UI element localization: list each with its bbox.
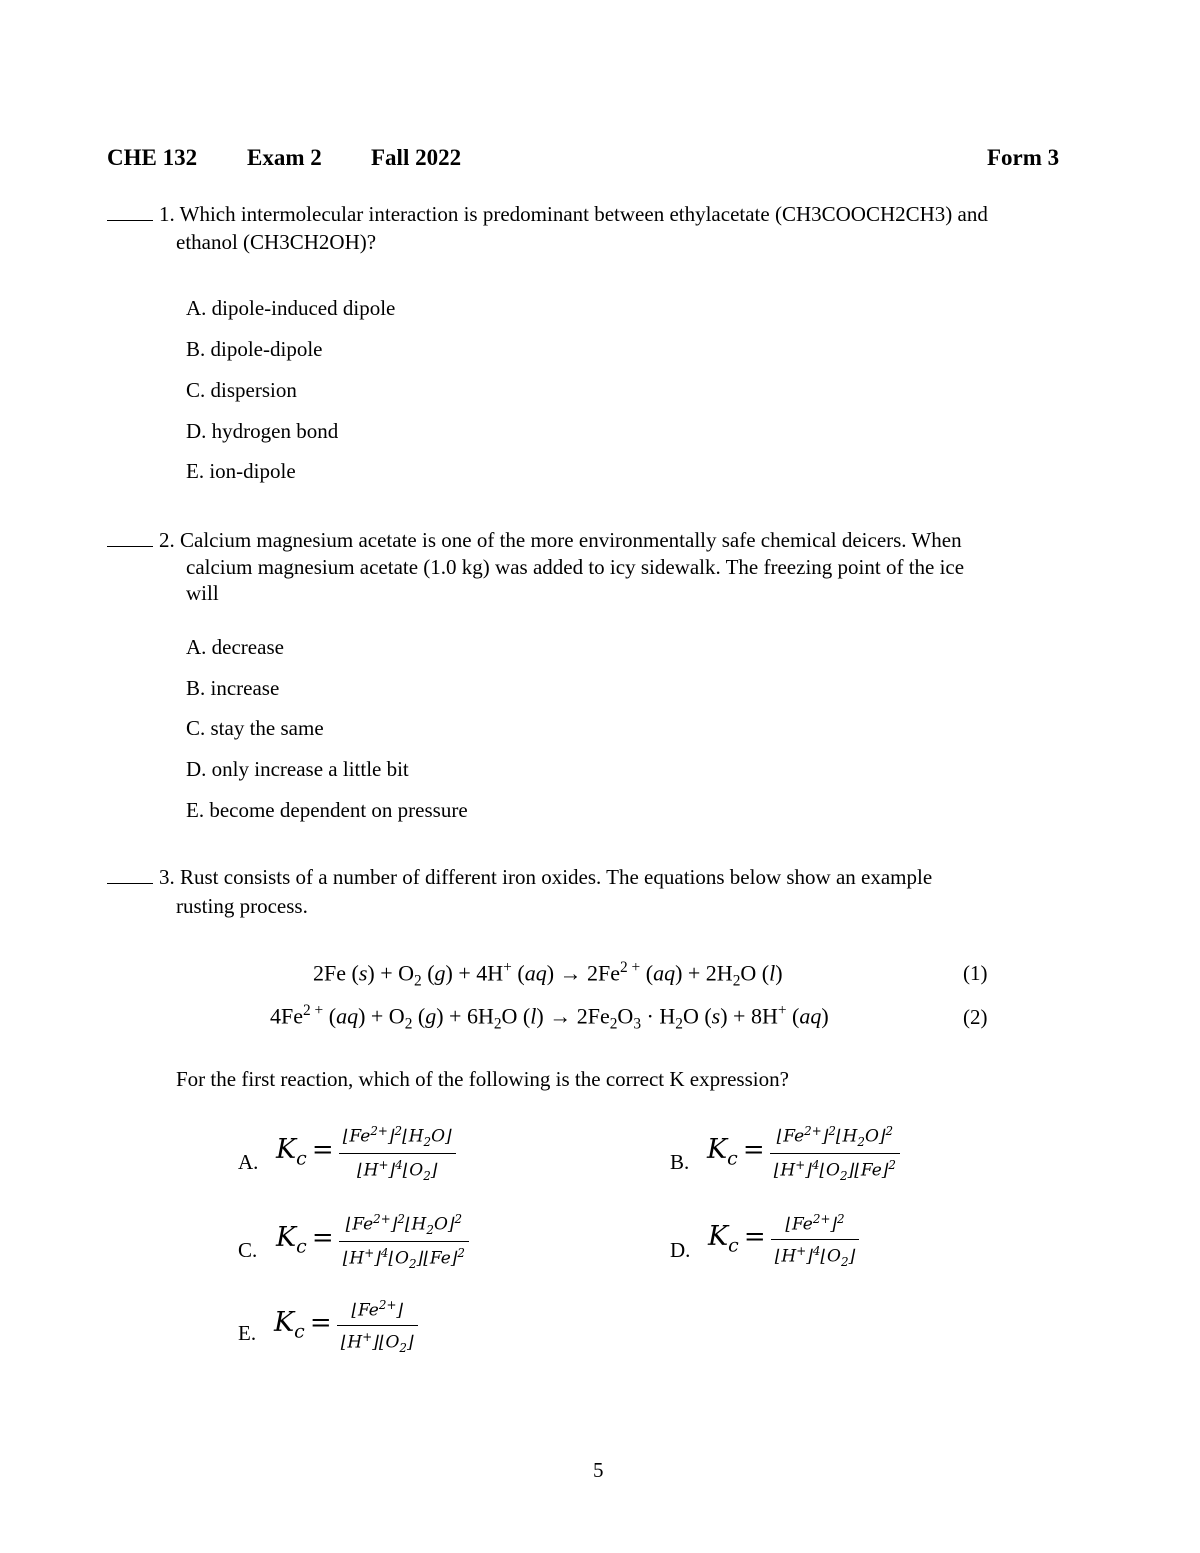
question-2-text-cont-1: calcium magnesium acetate (1.0 kg) was added to icy sidewalk. The freezing point of the ice (186, 555, 965, 579)
kc-option-d: $K_c$ = $\frac{⌊Fe^{2+}⌋^2}{⌊H^+⌋^4⌊O_2⌋}$ (708, 1212, 859, 1269)
q1-option-e: E. ion-dipole (186, 459, 296, 483)
kc-option-a: $K_c$ = $\frac{⌊Fe^{2+}⌋^2⌊H_2O⌋}{⌊H^+⌋^4⌊O_2⌋}$ (276, 1124, 456, 1183)
q1-option-c: C. dispersion (186, 378, 297, 402)
q1-option-b: B. dipole-dipole (186, 337, 323, 361)
kc-option-b: $K_c$ = $\frac{⌊Fe^{2+}⌋^2⌊H_2O⌋^2}{⌊H^+⌋^4⌊O_2⌋⌊Fe⌋^2}$ (707, 1124, 900, 1183)
q1-option-d: D. hydrogen bond (186, 419, 339, 443)
q2-option-d: D. only increase a little bit (186, 757, 409, 781)
answer-blank-2[interactable] (107, 527, 153, 547)
term-title: Fall 2022 (371, 145, 462, 170)
q2-option-c: C. stay the same (186, 716, 324, 740)
exam-title: Exam 2 (247, 145, 322, 170)
question-3-text: 3. Rust consists of a number of different iron oxides. The equations below show an example (159, 865, 933, 889)
form-title: Form 3 (987, 145, 1060, 170)
question-2-text-cont-2: will (186, 581, 219, 605)
question-3-prompt: For the first reaction, which of the following is the correct K expression? (176, 1067, 789, 1091)
question-3 (107, 864, 932, 891)
question-3-text-cont: rusting process. (176, 894, 308, 918)
q2-option-b: B. increase (186, 676, 280, 700)
kc-option-a-label: A. (238, 1150, 259, 1174)
q1-option-a: A. dipole-induced dipole (186, 296, 396, 320)
reaction-equation-2: $4Fe^{2 +}$ $(aq) + O_2$ $(g) + 6H_2O$ $(l) \to 2Fe_2O_3 \cdot H_2O$ (s) + 8H+ (aq) (270, 1002, 829, 1033)
question-1 (107, 201, 988, 228)
q2-option-a: A. decrease (186, 635, 284, 659)
equation-number-1: (1) (963, 961, 988, 985)
equation-number-2: (2) (963, 1005, 988, 1029)
kc-option-e-label: E. (238, 1321, 257, 1345)
reaction-equation-1: 2Fe $(s) + O_2$ (g) + 4H+ $(aq) \to 2Fe^{2 +}$ $(aq) + 2H_2O$ (l) (313, 959, 783, 990)
answer-blank-3[interactable] (107, 864, 153, 884)
question-2 (107, 527, 962, 554)
kc-option-e: $K_c$ = $\frac{⌊Fe^{2+}⌋}{⌊H^+⌋⌊O_2⌋}$ (274, 1298, 418, 1355)
answer-blank-1[interactable] (107, 201, 153, 221)
question-1-text-cont: ethanol (CH3CH2OH)? (176, 230, 377, 254)
kc-option-b-label: B. (670, 1150, 690, 1174)
question-1-text: 1. Which intermolecular interaction is predominant between ethylacetate (CH3COOCH2CH3) and (159, 202, 988, 226)
question-2-text: 2. Calcium magnesium acetate is one of the more environmentally safe chemical deicers. When (159, 528, 962, 552)
course-title: CHE 132 (107, 145, 198, 170)
kc-option-c-label: C. (238, 1238, 258, 1262)
kc-option-d-label: D. (670, 1238, 691, 1262)
page-number: 5 (593, 1458, 604, 1482)
q2-option-e: E. become dependent on pressure (186, 798, 468, 822)
kc-option-c: $K_c$ = $\frac{⌊Fe^{2+}⌋^2⌊H_2O⌋^2}{⌊H^+⌋^4⌊O_2⌋⌊Fe⌋^2}$ (276, 1212, 469, 1271)
